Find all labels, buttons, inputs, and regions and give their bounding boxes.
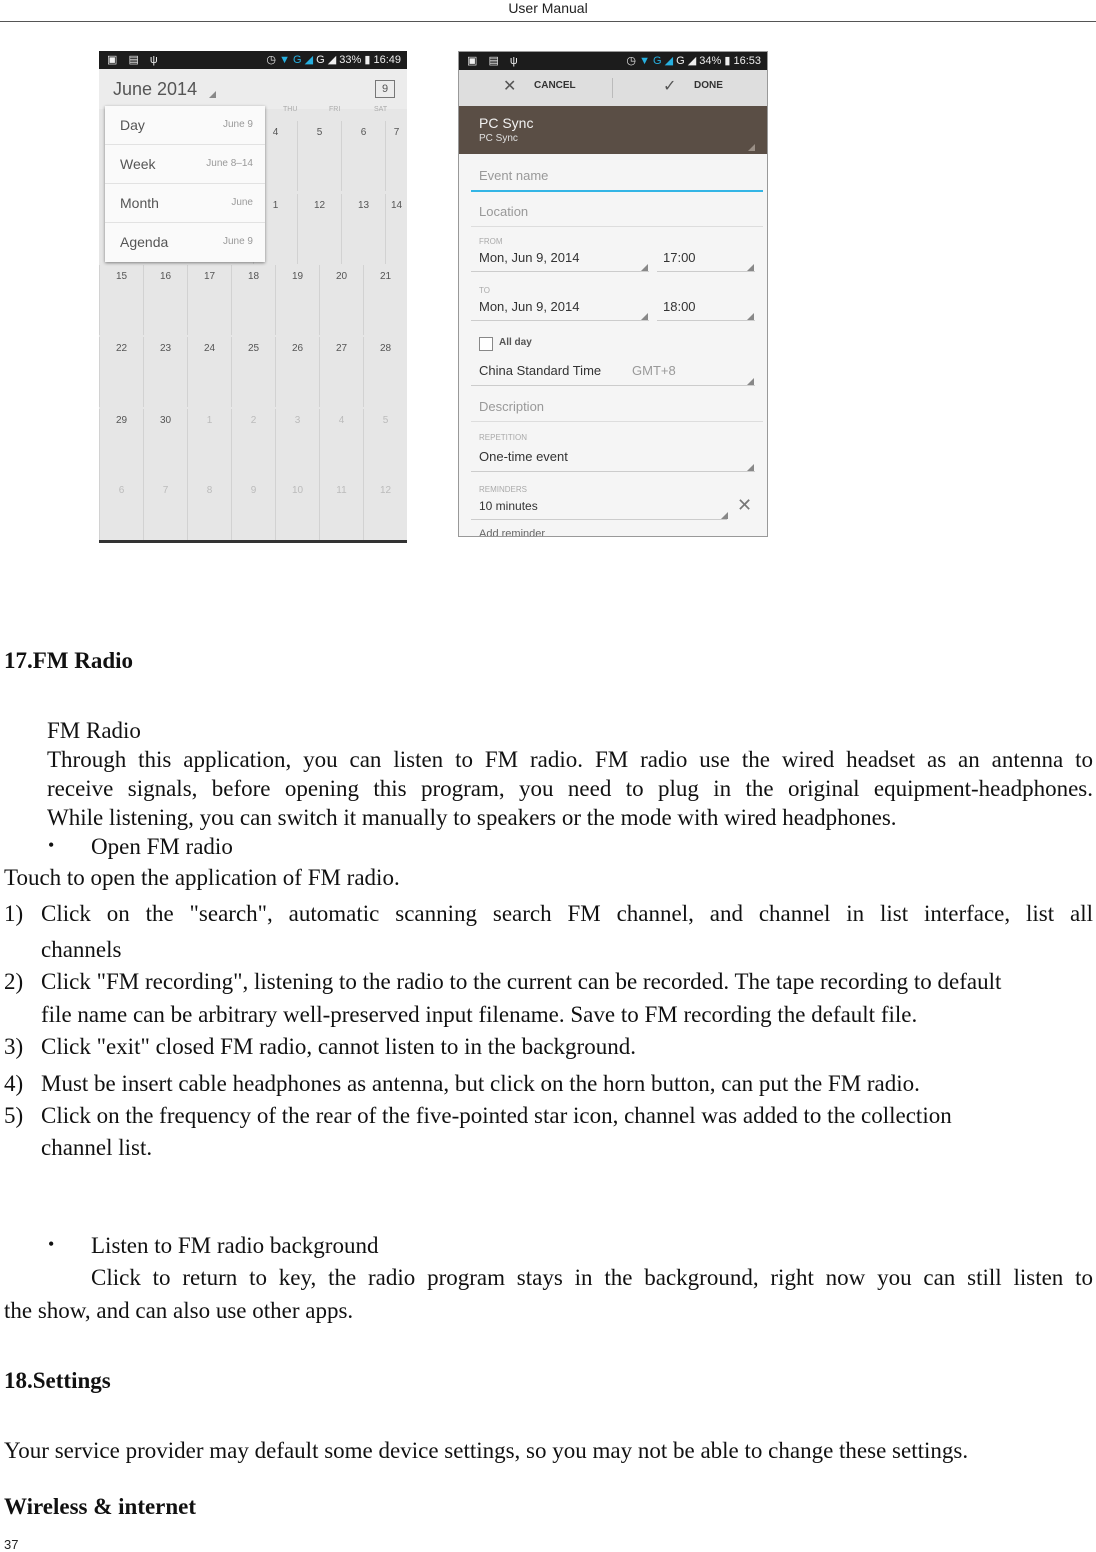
day-cell[interactable]: 27 [319,337,363,407]
divider [612,78,613,98]
dropdown-arrow-icon [747,313,754,320]
step-text: channel list. [41,1135,153,1160]
day-cell[interactable]: 28 [363,337,407,407]
reminder-value[interactable]: 10 minutes [479,499,538,513]
account-title: PC Sync [479,115,534,131]
event-name-input[interactable]: Event name [471,168,763,192]
step-text: file name can be arbitrary well-preserved input filename. Save to FM recording the default file. [41,1002,918,1027]
divider [657,271,755,272]
week-row [99,479,407,543]
step-text: Click "exit" closed FM radio, cannot listen to in the background. [41,1034,636,1059]
day-cell[interactable]: 19 [275,265,319,335]
dropdown-arrow-icon [209,91,216,98]
divider [471,471,755,472]
day-cell[interactable]: 20 [319,265,363,335]
view-dropdown-menu [105,106,265,262]
timezone-value[interactable]: China Standard Time [479,363,602,378]
settings-text: Your service provider may default some device settings, so you may not be able to change these settings. [4,1438,969,1463]
day-cell[interactable]: 4 [319,409,363,479]
status-right: ◷ ▼ G ◢ G ◢ 34% ▮ 16:53 [626,55,761,67]
notification-icons: ▣ ▤ ψ [107,54,162,66]
app-name: FM Radio [47,718,141,743]
month-title[interactable]: June 2014 [113,79,198,99]
calendar-toolbar [99,69,407,109]
all-day-label: All day [499,337,532,348]
running-header [0,0,1096,22]
account-subtitle: PC Sync [479,133,518,144]
to-time[interactable]: 18:00 [663,299,696,314]
day-cell[interactable]: 3 [275,409,319,479]
day-cell[interactable]: 1 [253,194,297,264]
step-number: 4) [4,1071,24,1096]
close-icon[interactable]: ✕ [503,78,517,95]
day-cell[interactable]: 16 [143,265,187,335]
status-right: ◷ ▼ G ◢ G ◢ 33% ▮ 16:49 [266,54,401,66]
divider [471,519,727,520]
background-text: the show, and can also use other apps. [4,1298,354,1323]
day-cell[interactable]: 6 [341,121,385,191]
day-cell[interactable]: 7 [385,121,407,191]
day-cell[interactable]: 5 [297,121,341,191]
step-text: channels [41,937,122,962]
step-text: Click on the frequency of the rear of the five-pointed star icon, channel was added to the collection [41,1103,952,1128]
notification-icons: ▣ ▤ ψ [467,55,522,67]
day-cell[interactable]: 18 [231,265,275,335]
section-heading-fm-radio: 17.FM Radio [4,648,134,673]
day-cell[interactable]: 30 [143,409,187,479]
step-number: 5) [4,1103,24,1128]
week-row [99,265,407,335]
event-edit-screenshot [458,51,768,537]
day-cell[interactable]: 15 [99,265,143,335]
done-button[interactable]: DONE [694,80,723,91]
to-label: TO [479,286,490,295]
page-number: 37 [4,1537,19,1552]
from-date[interactable]: Mon, Jun 9, 2014 [479,250,580,265]
intro-line: While listening, you can switch it manually to speakers or the mode with wired headphones. [47,805,897,830]
dropdown-arrow-icon [747,464,754,471]
day-cell[interactable]: 11 [319,479,363,543]
week-row [99,337,407,407]
calendar-screenshot [99,51,407,543]
all-day-checkbox[interactable] [479,337,493,351]
dropdown-arrow-icon [747,264,754,271]
subheading-wireless: Wireless & internet [4,1494,197,1519]
reminders-label: REMINDERS [479,485,528,494]
step-number: 1) [4,901,24,926]
location-input[interactable]: Location [471,204,763,227]
day-cell[interactable]: 14 [385,194,407,264]
background-text: Click to return to key, the radio program stays in the background, right now you can still listen to [91,1265,1093,1290]
intro-line: receive signals, before opening this program, you need to plug in the original equipment-headphones. [47,776,1093,801]
bullet-open-fm: Open FM radio [91,834,233,859]
day-cell[interactable]: 12 [363,479,407,543]
dropdown-arrow-icon [641,264,648,271]
add-reminder-button[interactable]: Add reminder [479,528,546,537]
divider [471,320,649,321]
repetition-value[interactable]: One-time event [479,449,568,464]
bullet-background: Listen to FM radio background [91,1233,379,1258]
header-title: User Manual [508,0,588,16]
day-cell[interactable]: 9 [231,479,275,543]
day-cell[interactable]: 10 [275,479,319,543]
day-cell[interactable]: 5 [363,409,407,479]
timezone-offset: GMT+8 [632,363,676,378]
divider [657,320,755,321]
to-date[interactable]: Mon, Jun 9, 2014 [479,299,580,314]
menu-item-day[interactable]: Day June 9 [105,106,265,145]
weekday-header: THU FRI SAT [283,106,388,113]
account-header[interactable] [459,106,768,154]
day-cell[interactable]: 6 [99,479,143,543]
today-icon[interactable]: 9 [375,80,395,98]
dropdown-arrow-icon [747,378,754,385]
day-cell[interactable]: 23 [143,337,187,407]
day-cell[interactable]: 25 [231,337,275,407]
dropdown-arrow-icon [641,313,648,320]
divider [471,271,649,272]
bullet-icon: • [48,835,55,855]
cancel-button[interactable]: CANCEL [534,80,576,91]
day-cell[interactable]: 29 [99,409,143,479]
day-cell[interactable]: 2 [231,409,275,479]
day-cell[interactable]: 17 [187,265,231,335]
from-label: FROM [479,237,503,246]
step-text: Must be insert cable headphones as antenna, but click on the horn button, can put the FM radio. [41,1071,920,1096]
section-heading-settings: 18.Settings [4,1368,111,1393]
touch-text: Touch to open the application of FM radio. [4,865,400,890]
from-time[interactable]: 17:00 [663,250,696,265]
remove-reminder-icon[interactable]: ✕ [737,495,753,515]
step-text: Click "FM recording", listening to the radio to the current can be recorded. The tape recording to default [41,969,1002,994]
status-bar [99,51,407,69]
day-cell[interactable]: 8 [187,479,231,543]
day-cell[interactable]: 7 [143,479,187,543]
status-bar [459,52,767,70]
step-number: 3) [4,1034,24,1059]
divider [471,385,755,386]
day-cell[interactable]: 13 [341,194,385,264]
dropdown-arrow-icon [748,144,755,151]
intro-line: Through this application, you can listen to FM radio. FM radio use the wired headset as an antenna to [47,747,1093,772]
menu-item-agenda[interactable]: Agenda June 9 [120,234,253,250]
step-text: Click on the "search", automatic scanning search FM channel, and channel in list interface, list all [41,901,1093,926]
day-cell[interactable]: 4 [253,121,297,191]
menu-item-week[interactable]: Week June 8–14 [105,145,265,184]
action-bar [459,70,768,107]
check-icon[interactable]: ✓ [663,78,677,95]
day-cell[interactable]: 22 [99,337,143,407]
bullet-icon: • [48,1234,55,1254]
day-cell[interactable]: 24 [187,337,231,407]
repetition-label: REPETITION [479,433,528,442]
description-input[interactable]: Description [471,399,763,422]
dropdown-arrow-icon [721,512,728,519]
day-cell[interactable]: 21 [363,265,407,335]
day-cell[interactable]: 1 [187,409,231,479]
day-cell[interactable]: 26 [275,337,319,407]
menu-item-month[interactable]: Month June [105,184,265,223]
step-number: 2) [4,969,24,994]
day-cell[interactable]: 12 [297,194,341,264]
week-row [99,409,407,479]
